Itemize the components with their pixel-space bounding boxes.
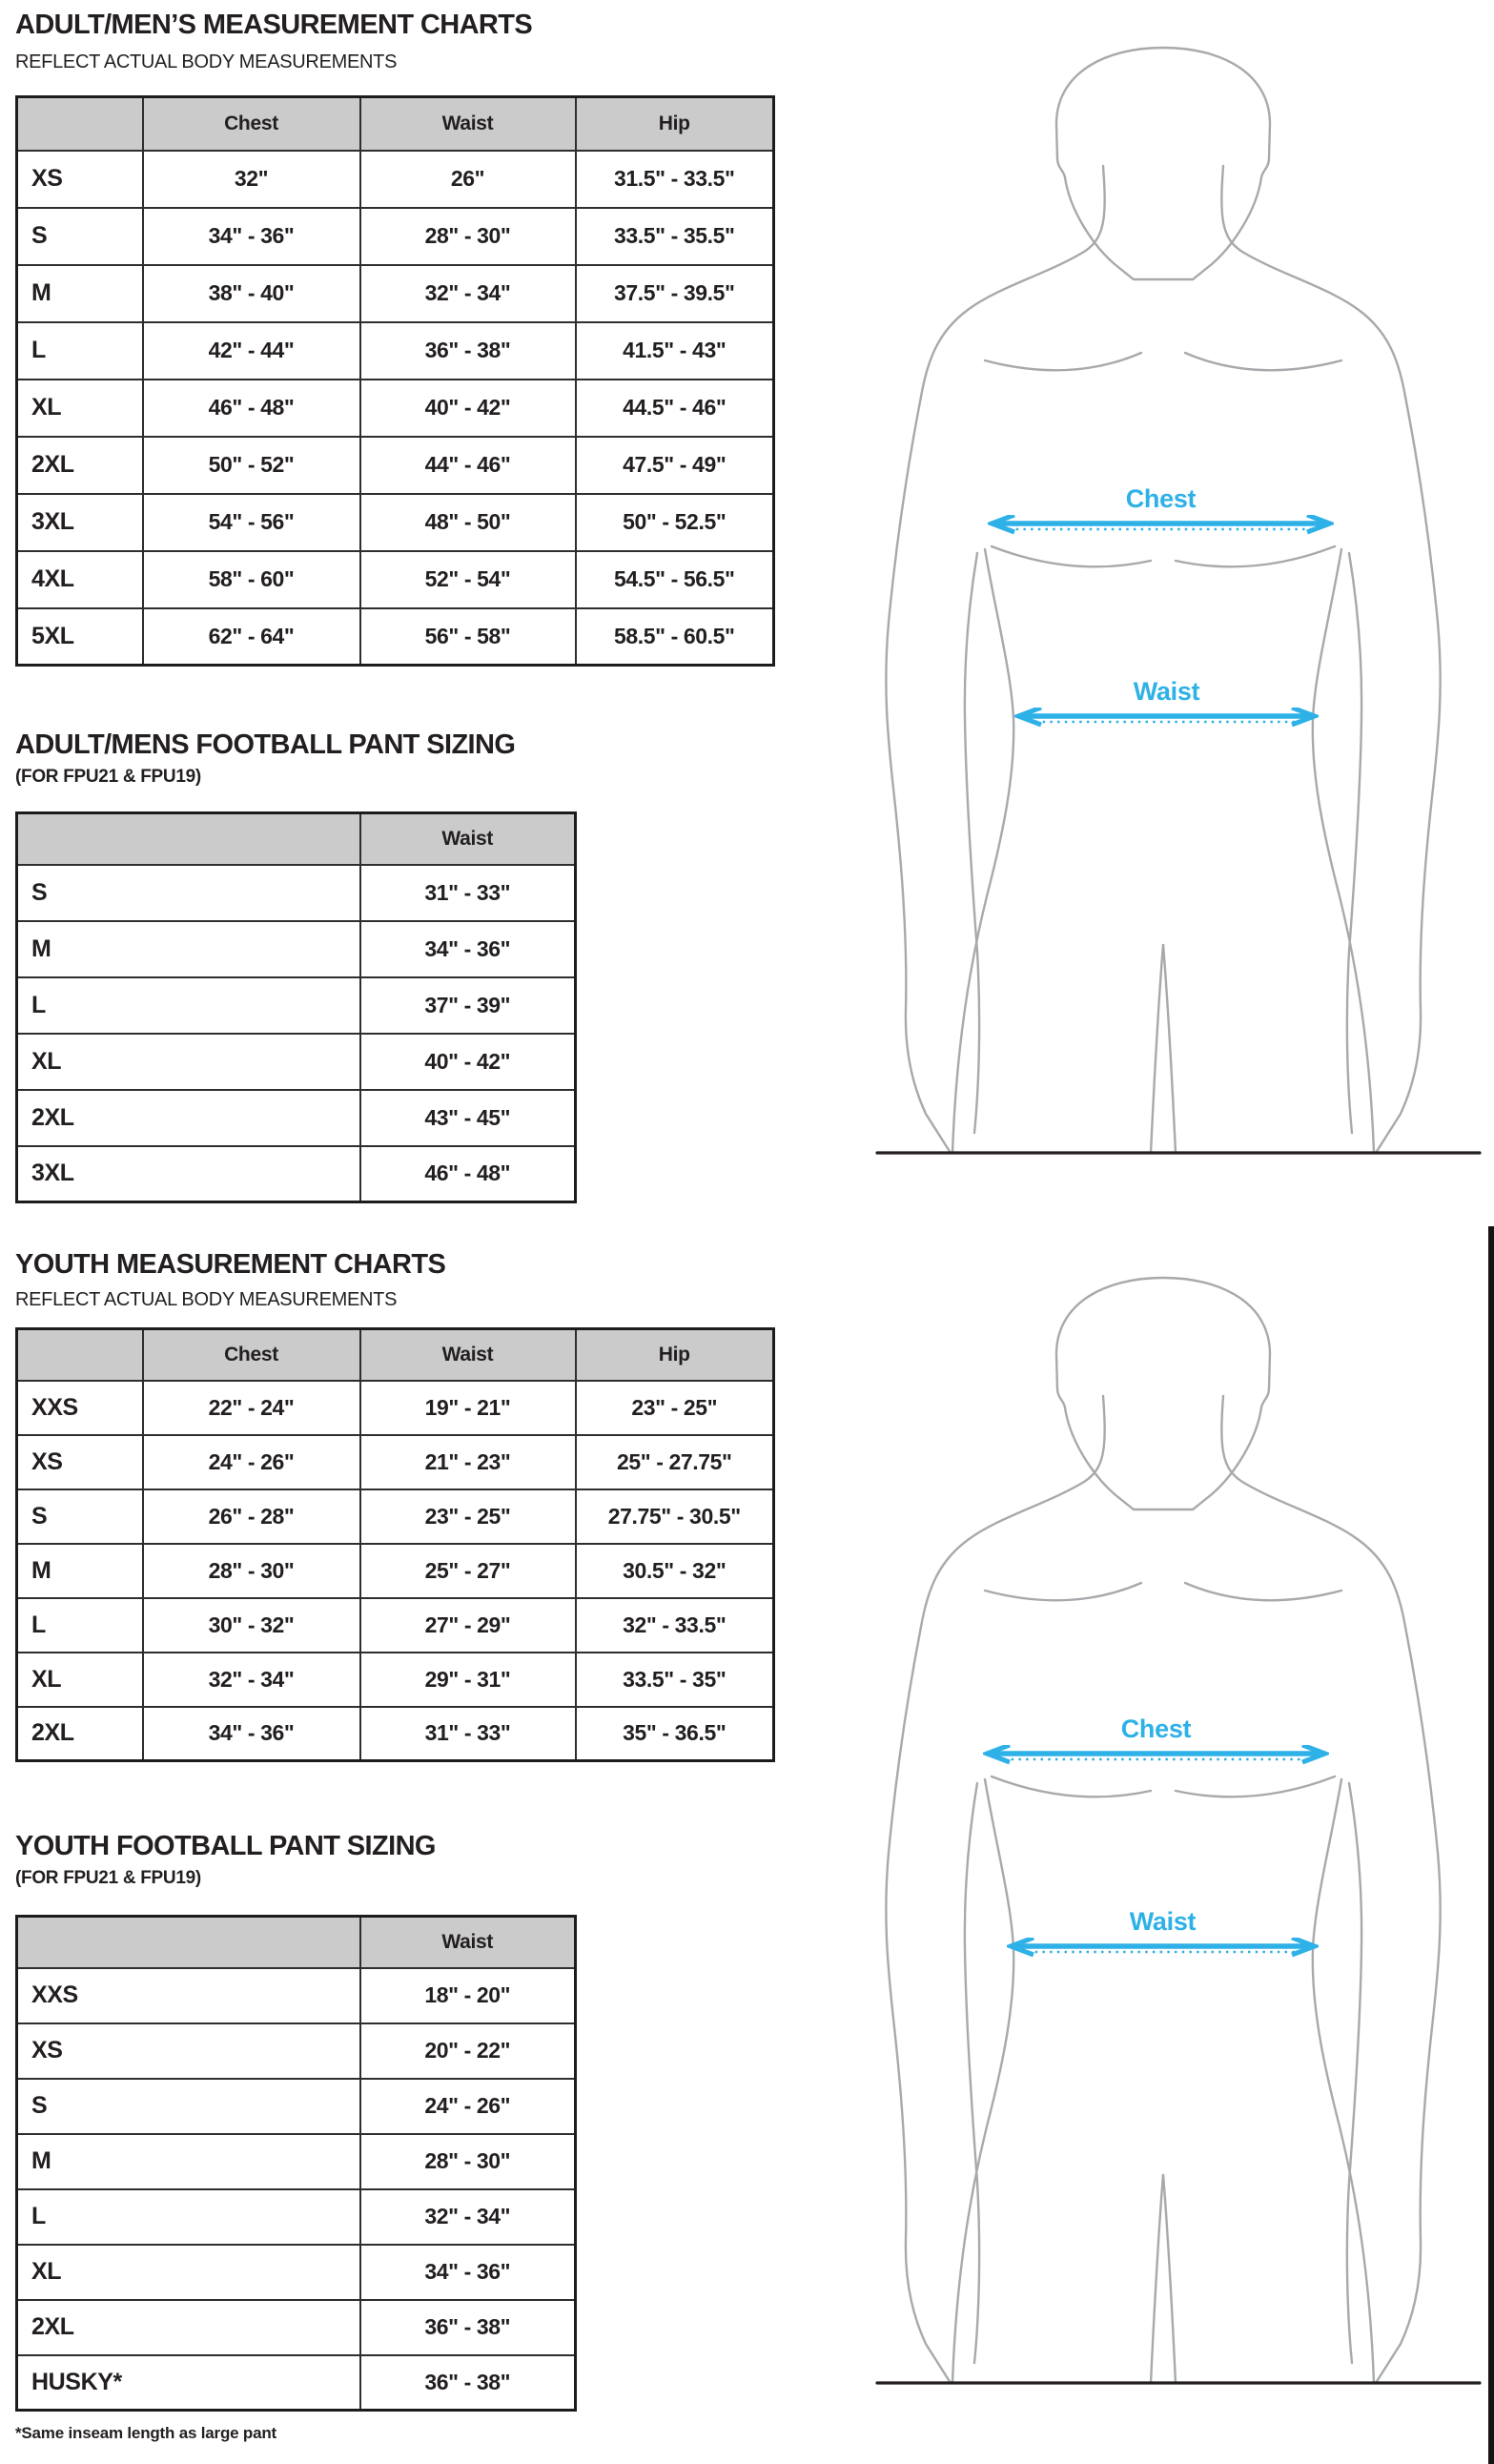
size-label-cell: M xyxy=(17,1544,143,1598)
measurement-value-cell: 50" - 52" xyxy=(143,437,360,494)
measurement-value-cell: 28" - 30" xyxy=(360,2134,576,2189)
measurement-value-cell: 56" - 58" xyxy=(360,608,576,666)
footnote: *Same inseam length as large pant xyxy=(15,2424,276,2442)
table-corner-cell xyxy=(17,1329,143,1381)
adult-pant-subtitle: (FOR FPU21 & FPU19) xyxy=(15,767,201,787)
measurement-value-cell: 41.5" - 43" xyxy=(576,322,774,380)
size-label-cell: XS xyxy=(17,151,143,208)
size-label-cell: S xyxy=(17,1489,143,1544)
table-row xyxy=(17,494,774,551)
table-row xyxy=(17,551,774,608)
table-header-cell: Chest xyxy=(143,1329,360,1381)
adult-measurement-title: ADULT/MEN’S MEASUREMENT CHARTS xyxy=(15,10,533,40)
table-header-cell: Waist xyxy=(360,1329,576,1381)
measurement-value-cell: 26" xyxy=(360,151,576,208)
size-label-cell: XL xyxy=(17,380,143,437)
measurement-value-cell: 50" - 52.5" xyxy=(576,494,774,551)
measurement-value-cell: 52" - 54" xyxy=(360,551,576,608)
table-row xyxy=(17,1146,576,1202)
size-label-cell: XS xyxy=(17,1435,143,1489)
adult-body-figure xyxy=(834,27,1492,1161)
body-outline-drawing xyxy=(834,27,1492,1161)
size-label-cell: S xyxy=(17,2079,360,2134)
chest-dimension-arrow-icon xyxy=(988,515,1334,540)
table-row xyxy=(17,1653,774,1707)
table-row xyxy=(17,1598,774,1653)
measurement-value-cell: 40" - 42" xyxy=(360,1034,576,1090)
size-label-cell: XXS xyxy=(17,1968,360,2023)
measurement-value-cell: 25" - 27.75" xyxy=(576,1435,774,1489)
size-label-cell: XS xyxy=(17,2023,360,2079)
table-header-cell: Chest xyxy=(143,97,360,151)
size-label-cell: L xyxy=(17,322,143,380)
table-row xyxy=(17,1435,774,1489)
measurement-value-cell: 62" - 64" xyxy=(143,608,360,666)
waist-dimension-arrow-icon xyxy=(1007,1938,1319,1962)
youth-measurement-subtitle: REFLECT ACTUAL BODY MEASUREMENTS xyxy=(15,1289,398,1310)
size-label-cell: 2XL xyxy=(17,437,143,494)
table-corner-cell xyxy=(17,813,360,865)
size-label-cell: XL xyxy=(17,1653,143,1707)
table-row xyxy=(17,865,576,921)
table-row xyxy=(17,2079,576,2134)
measurement-value-cell: 33.5" - 35" xyxy=(576,1653,774,1707)
table-row xyxy=(17,380,774,437)
table-row xyxy=(17,608,774,666)
table-row xyxy=(17,1489,774,1544)
measurement-value-cell: 48" - 50" xyxy=(360,494,576,551)
size-label-cell: XL xyxy=(17,2245,360,2300)
youth-pant-title: YOUTH FOOTBALL PANT SIZING xyxy=(15,1831,436,1861)
measurement-value-cell: 37.5" - 39.5" xyxy=(576,265,774,322)
measurement-value-cell: 23" - 25" xyxy=(576,1381,774,1435)
measurement-value-cell: 34" - 36" xyxy=(143,208,360,265)
measurement-value-cell: 25" - 27" xyxy=(360,1544,576,1598)
measurement-value-cell: 24" - 26" xyxy=(360,2079,576,2134)
page-edge-bar xyxy=(1488,1226,1494,2464)
youth-waist-arrow xyxy=(1007,1907,1319,1962)
table-header-cell: Hip xyxy=(576,1329,774,1381)
size-label-cell: M xyxy=(17,265,143,322)
measurement-value-cell: 54" - 56" xyxy=(143,494,360,551)
measurement-value-cell: 46" - 48" xyxy=(143,380,360,437)
size-label-cell: XL xyxy=(17,1034,360,1090)
measurement-value-cell: 32" xyxy=(143,151,360,208)
table-row xyxy=(17,1090,576,1146)
chest-dimension-arrow-icon xyxy=(983,1745,1329,1770)
measurement-value-cell: 30" - 32" xyxy=(143,1598,360,1653)
table-header-cell: Hip xyxy=(576,97,774,151)
measurement-value-cell: 36" - 38" xyxy=(360,2300,576,2355)
measurement-value-cell: 35" - 36.5" xyxy=(576,1707,774,1761)
table-row xyxy=(17,2023,576,2079)
measurement-value-cell: 32" - 34" xyxy=(143,1653,360,1707)
size-label-cell: 5XL xyxy=(17,608,143,666)
measurement-value-cell: 33.5" - 35.5" xyxy=(576,208,774,265)
table-row xyxy=(17,1381,774,1435)
measurement-value-cell: 31.5" - 33.5" xyxy=(576,151,774,208)
adult-chest-arrow xyxy=(988,484,1334,540)
size-label-cell: 2XL xyxy=(17,2300,360,2355)
table-row xyxy=(17,437,774,494)
youth-body-figure xyxy=(834,1257,1492,2392)
size-label-cell: HUSKY* xyxy=(17,2355,360,2411)
adult-pant-table xyxy=(15,811,577,1203)
table-row xyxy=(17,2245,576,2300)
youth-pant-table xyxy=(15,1915,577,2412)
measurement-value-cell: 36" - 38" xyxy=(360,322,576,380)
size-label-cell: L xyxy=(17,977,360,1034)
table-header-cell: Waist xyxy=(360,1917,576,1968)
measurement-value-cell: 42" - 44" xyxy=(143,322,360,380)
size-label-cell: 3XL xyxy=(17,494,143,551)
table-row xyxy=(17,265,774,322)
chest-label: Chest xyxy=(1125,484,1197,513)
measurement-value-cell: 30.5" - 32" xyxy=(576,1544,774,1598)
measurement-value-cell: 38" - 40" xyxy=(143,265,360,322)
measurement-value-cell: 34" - 36" xyxy=(360,921,576,977)
measurement-value-cell: 46" - 48" xyxy=(360,1146,576,1202)
table-row xyxy=(17,1968,576,2023)
body-outline-drawing xyxy=(834,1257,1492,2392)
measurement-value-cell: 43" - 45" xyxy=(360,1090,576,1146)
measurement-value-cell: 24" - 26" xyxy=(143,1435,360,1489)
size-label-cell: 2XL xyxy=(17,1707,143,1761)
measurement-value-cell: 34" - 36" xyxy=(143,1707,360,1761)
measurement-value-cell: 54.5" - 56.5" xyxy=(576,551,774,608)
adult-waist-arrow xyxy=(1014,677,1319,732)
measurement-value-cell: 44" - 46" xyxy=(360,437,576,494)
size-label-cell: S xyxy=(17,208,143,265)
chest-label: Chest xyxy=(1120,1715,1192,1743)
table-corner-cell xyxy=(17,97,143,151)
measurement-value-cell: 34" - 36" xyxy=(360,2245,576,2300)
measurement-value-cell: 32" - 34" xyxy=(360,265,576,322)
size-label-cell: XXS xyxy=(17,1381,143,1435)
measurement-value-cell: 27.75" - 30.5" xyxy=(576,1489,774,1544)
measurement-value-cell: 28" - 30" xyxy=(143,1544,360,1598)
waist-label: Waist xyxy=(1133,677,1200,706)
measurement-value-cell: 32" - 34" xyxy=(360,2189,576,2245)
adult-pant-title: ADULT/MENS FOOTBALL PANT SIZING xyxy=(15,729,516,760)
measurement-value-cell: 58.5" - 60.5" xyxy=(576,608,774,666)
table-row xyxy=(17,2134,576,2189)
size-label-cell: 4XL xyxy=(17,551,143,608)
size-label-cell: M xyxy=(17,2134,360,2189)
table-row xyxy=(17,1544,774,1598)
youth-measurement-title: YOUTH MEASUREMENT CHARTS xyxy=(15,1249,446,1280)
size-label-cell: 3XL xyxy=(17,1146,360,1202)
size-label-cell: L xyxy=(17,1598,143,1653)
table-row xyxy=(17,2300,576,2355)
measurement-value-cell: 31" - 33" xyxy=(360,1707,576,1761)
adult-measurement-subtitle: REFLECT ACTUAL BODY MEASUREMENTS xyxy=(15,51,398,72)
table-row xyxy=(17,208,774,265)
table-corner-cell xyxy=(17,1917,360,1968)
measurement-value-cell: 27" - 29" xyxy=(360,1598,576,1653)
table-row xyxy=(17,1707,774,1761)
measurement-value-cell: 29" - 31" xyxy=(360,1653,576,1707)
youth-chest-arrow xyxy=(983,1715,1329,1770)
measurement-value-cell: 37" - 39" xyxy=(360,977,576,1034)
measurement-value-cell: 47.5" - 49" xyxy=(576,437,774,494)
table-row xyxy=(17,977,576,1034)
measurement-value-cell: 19" - 21" xyxy=(360,1381,576,1435)
measurement-value-cell: 23" - 25" xyxy=(360,1489,576,1544)
adult-measurement-table xyxy=(15,95,775,667)
measurement-value-cell: 32" - 33.5" xyxy=(576,1598,774,1653)
youth-pant-subtitle: (FOR FPU21 & FPU19) xyxy=(15,1868,201,1888)
youth-measurement-table xyxy=(15,1327,775,1762)
measurement-value-cell: 40" - 42" xyxy=(360,380,576,437)
table-row xyxy=(17,322,774,380)
table-header-cell: Waist xyxy=(360,813,576,865)
measurement-value-cell: 44.5" - 46" xyxy=(576,380,774,437)
table-row xyxy=(17,2355,576,2411)
size-label-cell: M xyxy=(17,921,360,977)
table-row xyxy=(17,1034,576,1090)
table-header-cell: Waist xyxy=(360,97,576,151)
waist-label: Waist xyxy=(1129,1907,1197,1936)
size-label-cell: L xyxy=(17,2189,360,2245)
table-row xyxy=(17,151,774,208)
size-label-cell: 2XL xyxy=(17,1090,360,1146)
measurement-value-cell: 31" - 33" xyxy=(360,865,576,921)
table-row xyxy=(17,2189,576,2245)
table-row xyxy=(17,921,576,977)
measurement-value-cell: 18" - 20" xyxy=(360,1968,576,2023)
measurement-value-cell: 36" - 38" xyxy=(360,2355,576,2411)
measurement-value-cell: 20" - 22" xyxy=(360,2023,576,2079)
measurement-value-cell: 26" - 28" xyxy=(143,1489,360,1544)
measurement-value-cell: 28" - 30" xyxy=(360,208,576,265)
measurement-value-cell: 58" - 60" xyxy=(143,551,360,608)
measurement-value-cell: 21" - 23" xyxy=(360,1435,576,1489)
size-label-cell: S xyxy=(17,865,360,921)
waist-dimension-arrow-icon xyxy=(1014,708,1319,732)
measurement-value-cell: 22" - 24" xyxy=(143,1381,360,1435)
